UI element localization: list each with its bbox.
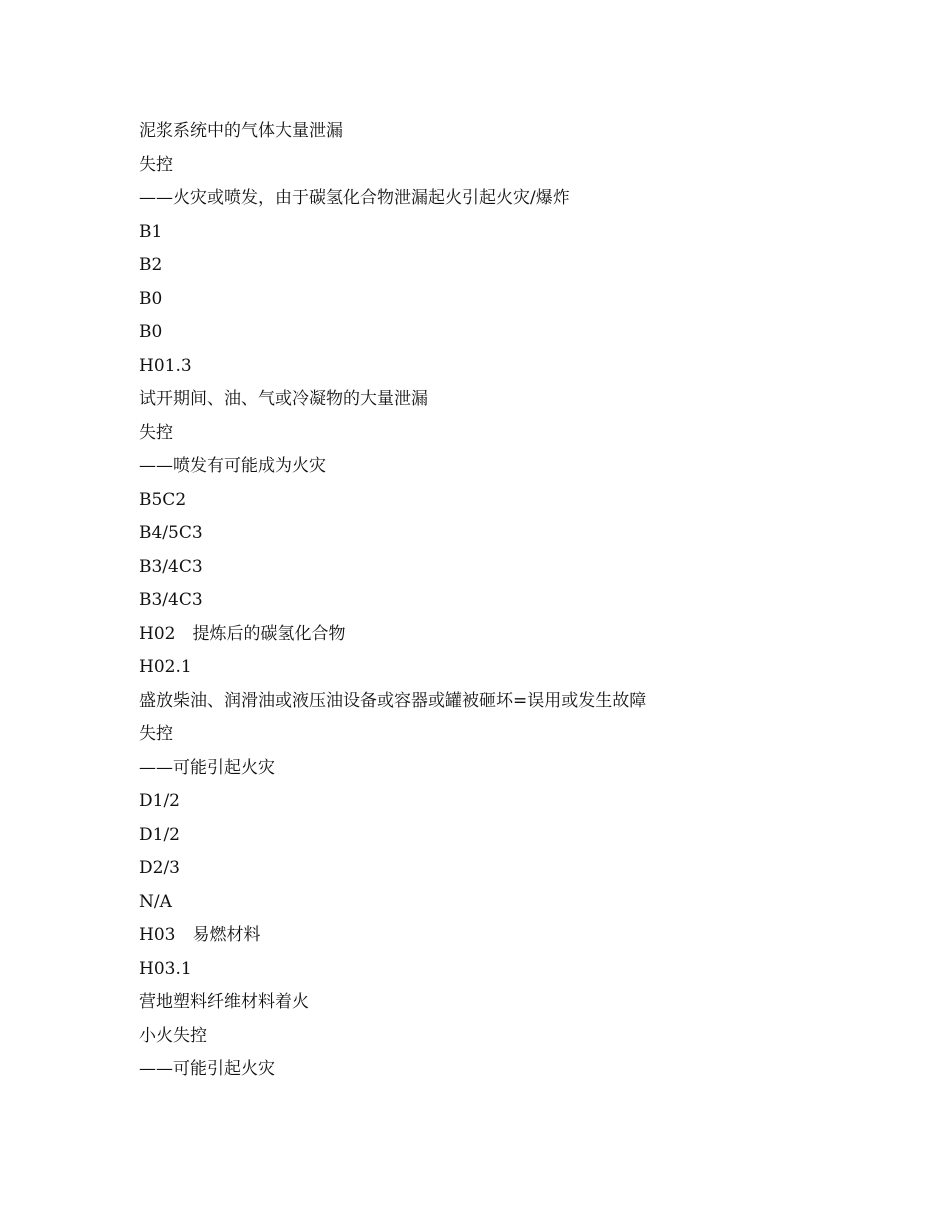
text-line-hazard-description: 试开期间、油、气或冷凝物的大量泄漏 [139, 389, 428, 409]
text-line-section-heading: H02 提炼后的碳氢化合物 [139, 623, 346, 644]
text-line-risk-rating: B5C2 [139, 489, 187, 510]
document-body [139, 115, 879, 1087]
text-line-risk-rating: B1 [139, 221, 163, 242]
text-line-loss-of-control: 失控 [139, 422, 173, 443]
text-line-consequence: ——火灾或喷发，由于碳氢化合物泄漏起火引起火灾/爆炸 [139, 188, 570, 208]
text-line-loss-of-control: 失控 [139, 154, 173, 175]
text-line-hazard-description: 盛放柴油、润滑油或液压油设备或容器或罐被砸坏=误用或发生故障 [139, 690, 647, 711]
text-line-risk-rating: B2 [139, 255, 163, 275]
text-line-consequence: ——可能引起火灾 [139, 757, 275, 778]
text-line-hazard-description: 营地塑料纤维材料着火 [139, 992, 309, 1012]
text-line-loss-of-control: 小火失控 [139, 1025, 207, 1046]
text-line-risk-rating: B0 [139, 322, 163, 342]
text-line-risk-rating: D1/2 [139, 824, 180, 845]
text-line-risk-rating: B3/4C3 [139, 556, 203, 577]
text-line-loss-of-control: 失控 [139, 724, 173, 744]
text-line-gas-leak-title: 泥浆系统中的气体大量泄漏 [139, 121, 343, 141]
text-line-risk-rating: B4/5C3 [139, 523, 203, 543]
text-line-hazard-code: H03.1 [139, 958, 192, 979]
text-line-section-heading: H03 易燃材料 [139, 925, 261, 945]
text-line-risk-rating: B3/4C3 [139, 590, 203, 610]
text-line-risk-rating: D2/3 [139, 858, 180, 878]
text-line-risk-rating: B0 [139, 288, 163, 309]
text-line-risk-rating: N/A [139, 891, 172, 912]
text-line-risk-rating: D1/2 [139, 791, 180, 811]
text-line-consequence: ——喷发有可能成为火灾 [139, 456, 326, 476]
text-line-hazard-code: H02.1 [139, 657, 192, 677]
text-line-consequence: ——可能引起火灾 [139, 1059, 275, 1079]
text-line-hazard-code: H01.3 [139, 355, 192, 376]
